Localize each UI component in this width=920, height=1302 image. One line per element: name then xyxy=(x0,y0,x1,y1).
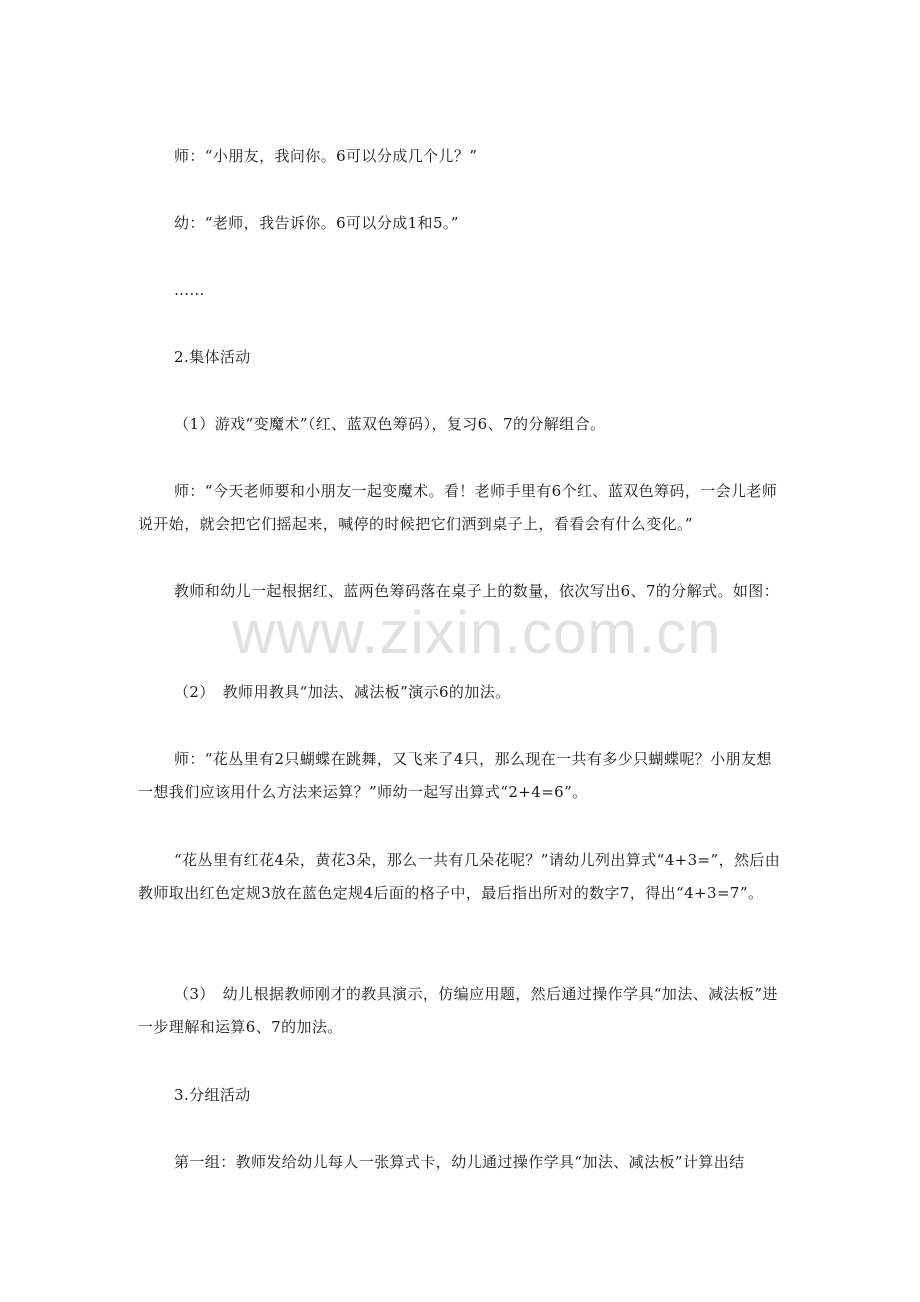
watermark: www.zixin.com.cn xyxy=(232,599,722,666)
teacher-magic-speech: 师：“今天老师要和小朋友一起变魔术。看！老师手里有6个红、蓝双色筹码，一会儿老师说开始，就会把它们摇起来，喊停的时候把它们洒到桌子上，看看会有什么变化。” xyxy=(138,482,778,533)
section-heading-group-activity: 2.集体活动 xyxy=(174,348,251,366)
decomposition-instruction: 教师和幼儿一起根据红、蓝两色筹码落在桌子上的数量，依次写出6、7的分解式。如图： xyxy=(174,582,780,600)
section-heading-small-group: 3.分组活动 xyxy=(174,1086,251,1104)
flower-problem: “花丛里有红花4朵，黄花3朵，那么一共有几朵花呢？”请幼儿列出算式“4+3=”，然后由教师取出红色定规3放在蓝色定规4后面的格子中，最后指出所对的数字7，得出“4+3=7”。 xyxy=(138,851,781,902)
dialogue-child-answer: 幼：“老师，我告诉你。6可以分成1和5。” xyxy=(174,214,459,232)
activity-step-1: （1）游戏“变魔术”（红、蓝双色筹码），复习6、7的分解组合。 xyxy=(174,415,606,433)
dialogue-teacher-question: 师：“小朋友，我问你。6可以分成几个儿？” xyxy=(174,147,478,165)
activity-step-3: （3） 幼儿根据教师刚才的教具演示，仿编应用题，然后通过操作学具“加法、减法板”进一步理解和运算6、7的加法。 xyxy=(138,985,778,1036)
activity-step-2: （2） 教师用教具“加法、减法板”演示6的加法。 xyxy=(174,683,511,701)
group-one-description: 第一组：教师发给幼儿每人一张算式卡，幼儿通过操作学具“加法、减法板”计算出结 xyxy=(174,1153,745,1171)
ellipsis-line: …… xyxy=(174,281,205,299)
butterfly-problem: 师：“花丛里有2只蝴蝶在跳舞，又飞来了4只，那么现在一共有多少只蝴蝶呢？小朋友想一想我们应该用什么方法来运算？”师幼一起写出算式“2+4=6”。 xyxy=(138,750,772,801)
